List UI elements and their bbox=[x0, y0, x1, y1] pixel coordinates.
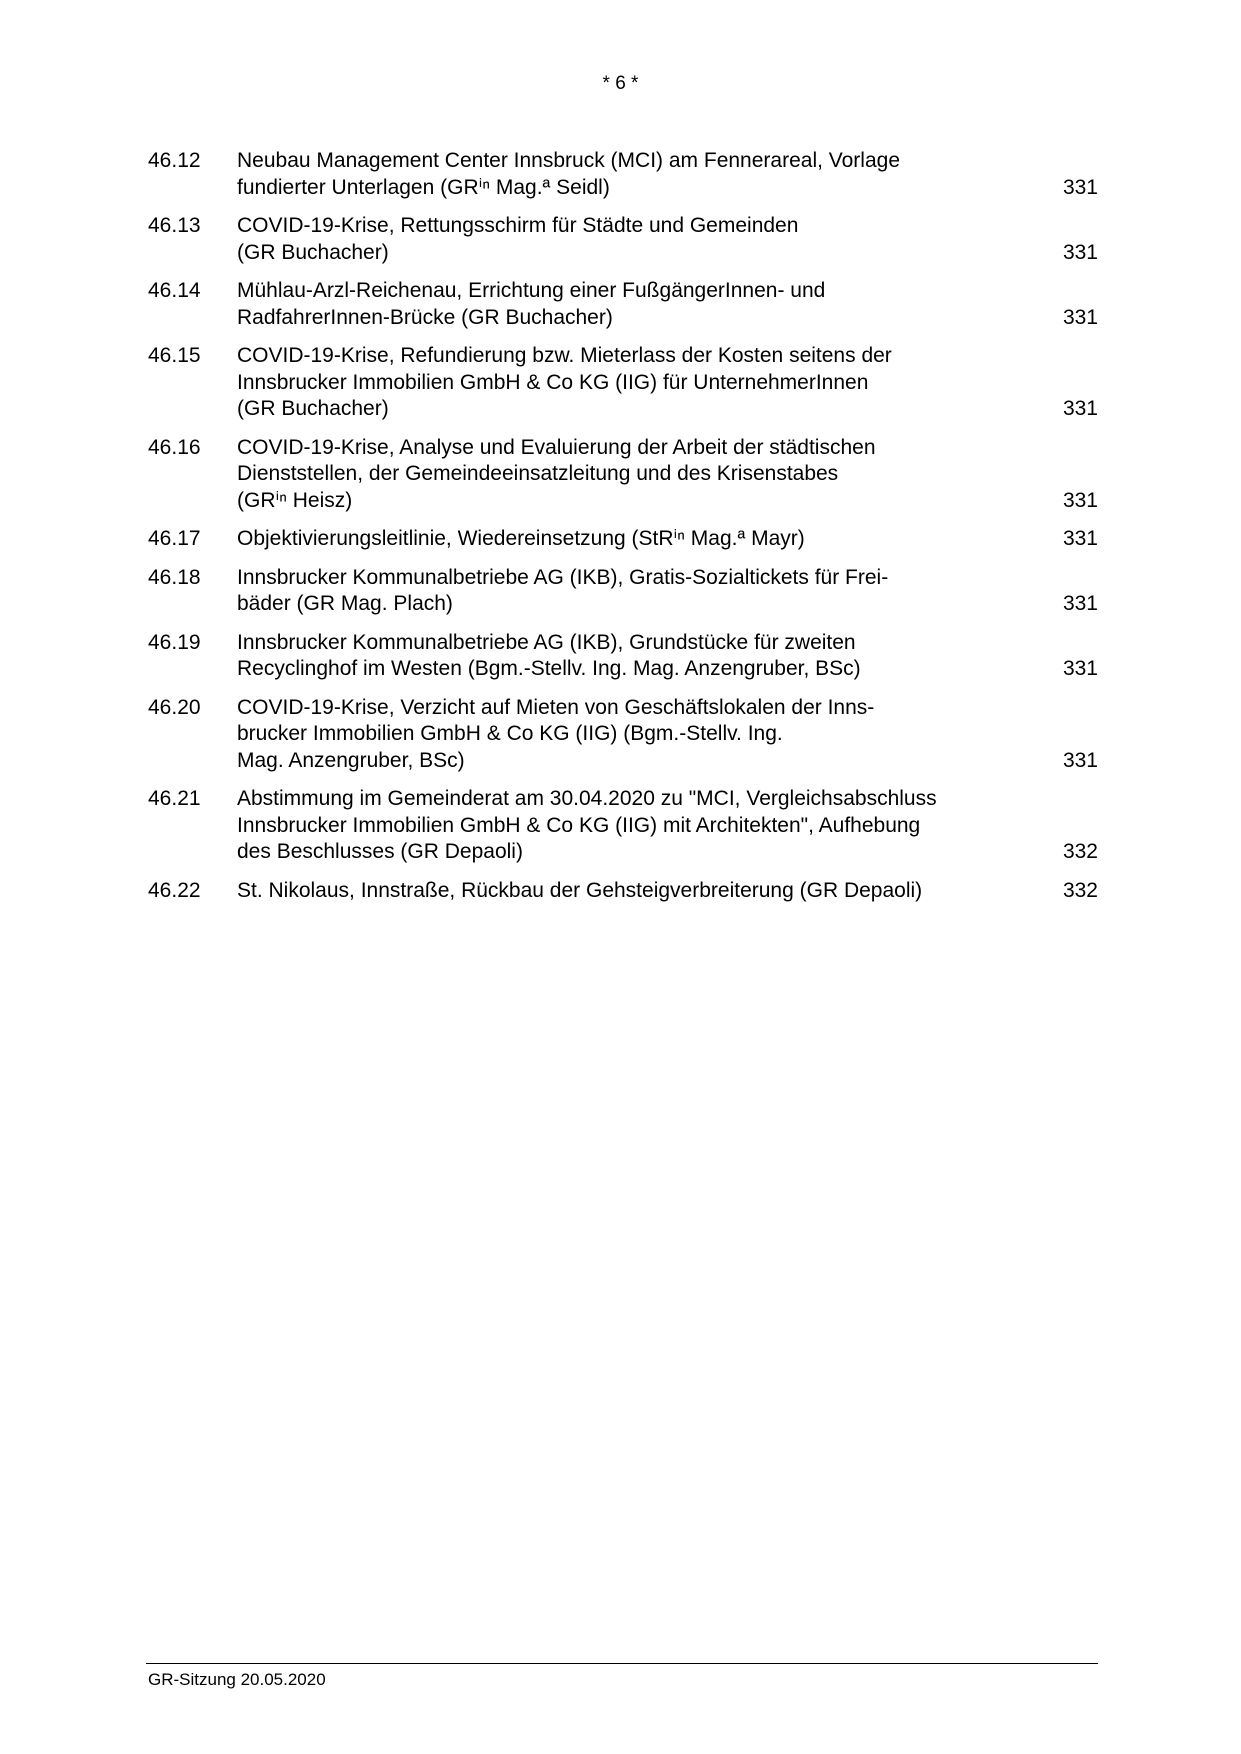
toc-entry bbox=[148, 878, 1098, 905]
toc-entry-title-line: Innsbrucker Immobilien GmbH & Co KG (IIG) mit Architekten", Aufhebung bbox=[237, 813, 921, 837]
toc-entry bbox=[148, 213, 1098, 266]
toc-entry-page: 332 bbox=[1062, 840, 1098, 863]
toc-entry-number: 46.12 bbox=[148, 149, 201, 172]
toc-entry-page: 331 bbox=[1062, 527, 1098, 550]
toc-entry bbox=[148, 695, 1098, 775]
page-number: * 6 * bbox=[602, 73, 639, 94]
toc-entry-page: 331 bbox=[1062, 592, 1098, 615]
toc-entry-title-line: RadfahrerInnen-Brücke (GR Buchacher) bbox=[237, 305, 613, 329]
toc-entry-title-line: Innsbrucker Kommunalbetriebe AG (IKB), Grundstücke für zweiten bbox=[237, 630, 856, 654]
toc-entry-page: 331 bbox=[1062, 305, 1098, 329]
toc-entry-title-line: COVID-19-Krise, Rettungsschirm für Städte und Gemeinden bbox=[237, 214, 799, 237]
toc-entry-title-line: COVID-19-Krise, Verzicht auf Mieten von Geschäftslokalen der Inns- bbox=[237, 695, 875, 719]
toc-entry-title-line: des Beschlusses (GR Depaoli) bbox=[237, 840, 523, 863]
toc-entry-number: 46.19 bbox=[148, 630, 201, 654]
toc-entry-page: 331 bbox=[1062, 175, 1098, 199]
toc-entry-title-line: Neubau Management Center Innsbruck (MCI) am Fennerareal, Vorlage bbox=[237, 149, 900, 172]
toc-entry bbox=[148, 786, 1098, 866]
toc-entry-title-line: brucker Immobilien GmbH & Co KG (IIG) (Bgm.-Stellv. Ing. bbox=[237, 722, 783, 745]
toc-entry-title-line: (GRⁱⁿ Heisz) bbox=[237, 488, 353, 512]
toc-entry-title-line: Recyclinghof im Westen (Bgm.-Stellv. Ing. Mag. Anzengruber, BSc) bbox=[237, 657, 861, 680]
toc-entry-number: 46.15 bbox=[148, 344, 201, 367]
toc-entry-page: 332 bbox=[1062, 878, 1098, 902]
toc-entry-title-line: Dienststellen, der Gemeindeeinsatzleitung und des Krisenstabes bbox=[237, 462, 839, 485]
toc-entry bbox=[148, 526, 1098, 553]
toc-entry-title-line: (GR Buchacher) bbox=[237, 240, 389, 264]
toc-entry-number: 46.20 bbox=[148, 695, 201, 719]
toc-entry-page: 331 bbox=[1062, 488, 1098, 512]
toc-entry-title bbox=[237, 695, 1007, 775]
toc-entry-number: 46.17 bbox=[148, 527, 201, 550]
toc-entry bbox=[148, 630, 1098, 683]
toc-entry-title-line: COVID-19-Krise, Refundierung bzw. Mieterlass der Kosten seitens der bbox=[237, 344, 892, 367]
toc-entry bbox=[148, 565, 1098, 618]
toc-entry-title bbox=[237, 435, 1007, 515]
toc-entry-title-line: (GR Buchacher) bbox=[237, 397, 389, 420]
toc-entry-number: 46.22 bbox=[148, 878, 201, 902]
toc-entry-page: 331 bbox=[1062, 240, 1098, 264]
toc-entry-title-line: fundierter Unterlagen (GRⁱⁿ Mag.ª Seidl) bbox=[237, 175, 610, 199]
toc-entry-title bbox=[237, 148, 1007, 201]
toc-entry bbox=[148, 148, 1098, 201]
toc-entry-title-line: bäder (GR Mag. Plach) bbox=[237, 592, 453, 615]
toc-entry-title bbox=[237, 278, 1007, 331]
toc-entry-title bbox=[237, 878, 1007, 905]
toc-entry-title-line: Mag. Anzengruber, BSc) bbox=[237, 748, 465, 772]
toc-entry-number: 46.16 bbox=[148, 435, 201, 459]
toc-entry-title bbox=[237, 786, 1007, 866]
toc-entry-number: 46.13 bbox=[148, 214, 201, 237]
table-of-contents bbox=[148, 148, 1098, 916]
toc-entry-title bbox=[237, 526, 1007, 553]
toc-entry-title-line: Abstimmung im Gemeinderat am 30.04.2020 zu "MCI, Vergleichsabschluss bbox=[237, 787, 937, 810]
toc-entry bbox=[148, 435, 1098, 515]
toc-entry-title-line: Objektivierungsleitlinie, Wiedereinsetzung (StRⁱⁿ Mag.ª Mayr) bbox=[237, 527, 805, 550]
toc-entry-title-line: COVID-19-Krise, Analyse und Evaluierung der Arbeit der städtischen bbox=[237, 435, 876, 459]
toc-entry-number: 46.14 bbox=[148, 279, 201, 302]
toc-entry-title bbox=[237, 213, 1007, 266]
toc-entry-title bbox=[237, 343, 1007, 423]
toc-entry bbox=[148, 278, 1098, 331]
toc-entry-page: 331 bbox=[1062, 748, 1098, 772]
toc-entry-title-line: St. Nikolaus, Innstraße, Rückbau der Gehsteigverbreiterung (GR Depaoli) bbox=[237, 878, 923, 902]
toc-entry-number: 46.18 bbox=[148, 565, 201, 589]
toc-entry-title-line: Innsbrucker Kommunalbetriebe AG (IKB), Gratis-Sozialtickets für Frei- bbox=[237, 565, 889, 589]
footer-divider bbox=[146, 1663, 1098, 1664]
footer-text: GR-Sitzung 20.05.2020 bbox=[148, 1670, 326, 1689]
toc-entry-page: 331 bbox=[1062, 657, 1098, 680]
toc-entry-title-line: Mühlau-Arzl-Reichenau, Errichtung einer FußgängerInnen- und bbox=[237, 279, 826, 302]
toc-entry-title bbox=[237, 565, 1007, 618]
toc-entry-number: 46.21 bbox=[148, 787, 201, 810]
toc-entry-title bbox=[237, 630, 1007, 683]
toc-entry-page: 331 bbox=[1062, 397, 1098, 420]
toc-entry bbox=[148, 343, 1098, 423]
toc-entry-title-line: Innsbrucker Immobilien GmbH & Co KG (IIG) für UnternehmerInnen bbox=[237, 370, 869, 394]
